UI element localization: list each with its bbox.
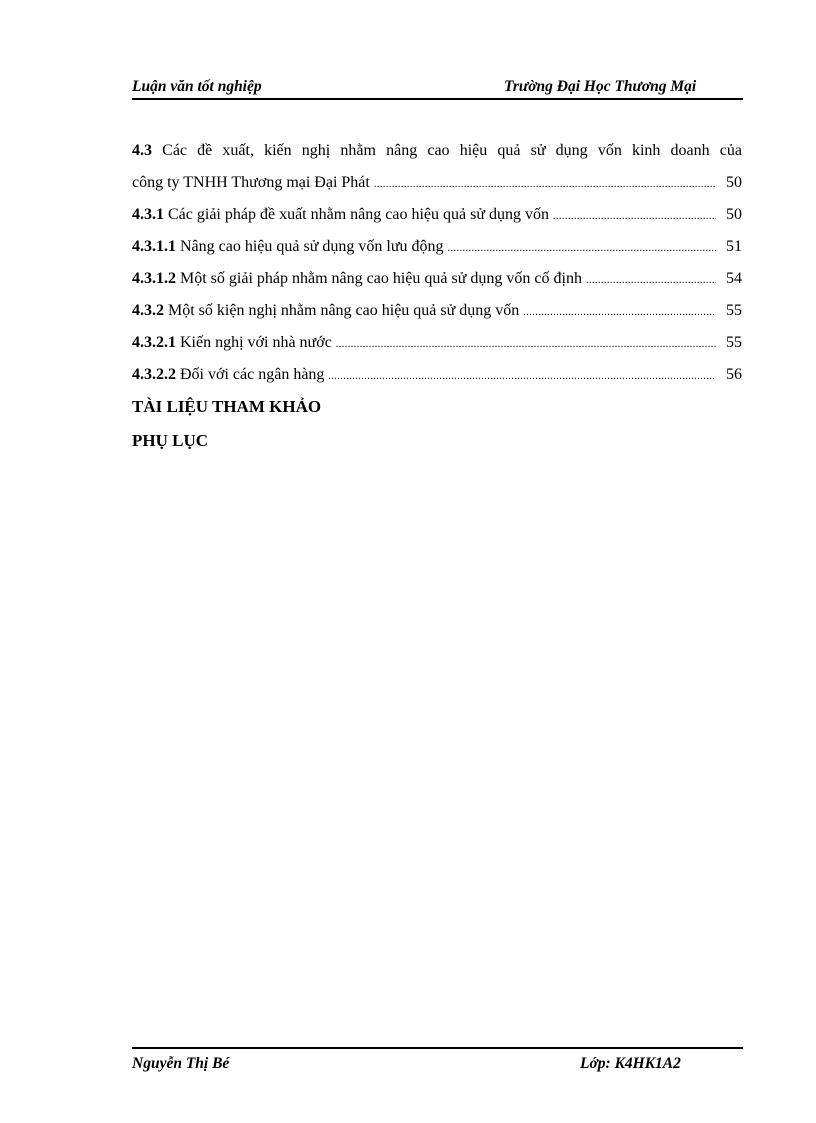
header-title-left: Luận văn tốt nghiệp: [132, 78, 262, 95]
footer-rule: [132, 1047, 743, 1049]
toc-entry-number: 4.3.1.2: [132, 270, 176, 287]
toc-entry-text: Đối với các ngân hàng: [180, 366, 325, 383]
toc-page-number: 56: [726, 366, 742, 383]
toc-page-number: 54: [726, 270, 742, 287]
toc-entry-text: Một số kiện nghị nhằm nâng cao hiệu quả sử dụng vốn: [168, 302, 520, 319]
toc-leader-dots: [553, 206, 716, 228]
toc-entry-4-3-2-2: [132, 364, 742, 386]
toc-entry-text: Các đề xuất, kiến nghị nhằm nâng cao hiệu quả sử dụng vốn kinh doanh của: [162, 142, 743, 159]
toc-leader-dots: [328, 366, 716, 388]
toc-leader-dots: [336, 334, 716, 356]
toc-leader-dots: [448, 238, 716, 260]
toc-leader-dots: [523, 302, 716, 324]
toc-page-number: 50: [726, 206, 742, 223]
toc-leader-dots: [374, 174, 716, 196]
toc-entry-4-3-1: [132, 204, 742, 226]
toc-entry-4-3-1-1: [132, 236, 742, 258]
toc-entry-text: Một số giải pháp nhằm nâng cao hiệu quả sử dụng vốn cố định: [180, 270, 582, 287]
header-title-right: Trường Đại Học Thương Mại: [504, 78, 697, 95]
toc-page-number: 50: [726, 174, 742, 191]
toc-leader-dots: [586, 270, 716, 292]
toc-entry-text: Các giải pháp đề xuất nhằm nâng cao hiệu quả sử dụng vốn: [168, 206, 550, 223]
toc-entry-number: 4.3.1.1: [132, 238, 176, 255]
toc-entry-text-cont: công ty TNHH Thương mại Đại Phát: [132, 174, 370, 191]
header-rule: [132, 98, 743, 100]
toc-entry-4-3-line2: [132, 172, 742, 194]
toc-entry-number: 4.3.2.2: [132, 366, 176, 383]
footer-class: Lớp: K4HK1A2: [580, 1055, 681, 1072]
toc-entry-number: 4.3.2: [132, 302, 164, 319]
toc-references-heading: TÀI LIỆU THAM KHẢO: [132, 397, 322, 416]
toc-entry-4-3-line1: [132, 140, 742, 162]
toc-entry-4-3-1-2: [132, 268, 742, 290]
toc-appendix-heading: PHỤ LỤC: [132, 431, 209, 450]
toc-entry-number: 4.3.1: [132, 206, 164, 223]
toc-page-number: 51: [726, 238, 742, 255]
toc-entry-number: 4.3: [132, 142, 152, 159]
toc-entry-4-3-2-1: [132, 332, 742, 354]
toc-entry-4-3-2: [132, 300, 742, 322]
toc-page-number: 55: [726, 334, 742, 351]
toc-page-number: 55: [726, 302, 742, 319]
footer-author: Nguyễn Thị Bé: [132, 1055, 230, 1072]
toc-entry-number: 4.3.2.1: [132, 334, 176, 351]
toc-entry-text: Kiến nghị với nhà nước: [180, 334, 332, 351]
toc-entry-text: Nâng cao hiệu quả sử dụng vốn lưu động: [180, 238, 444, 255]
